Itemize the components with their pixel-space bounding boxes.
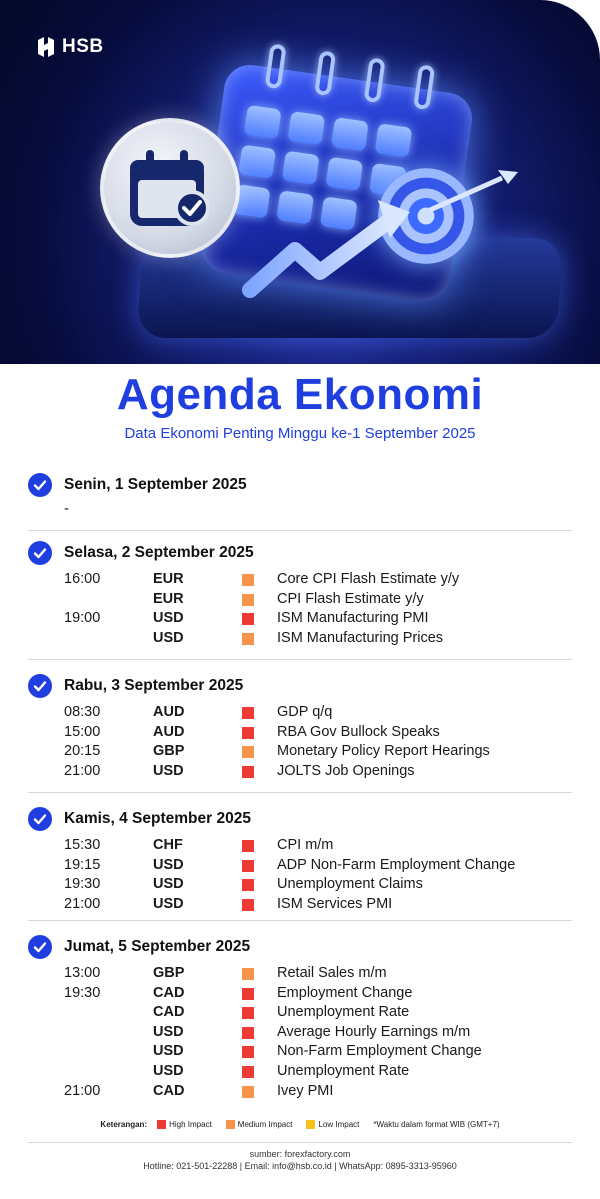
event-name: Employment Change [277,984,413,1001]
event-time: 13:00 [64,965,101,981]
event-row [28,1082,572,1102]
event-row [28,723,572,743]
legend [0,1120,600,1129]
event-time: 20:15 [64,743,101,760]
event-row [28,836,572,856]
calendar-check-icon [124,146,216,236]
day-header [28,472,572,498]
event-row [28,703,572,723]
legend-label: Keterangan: [100,1120,148,1129]
event-time: 19:00 [64,610,101,627]
event-row [28,1003,572,1023]
event-name: RBA Gov Bullock Speaks [277,723,440,740]
impact-indicator [242,574,254,586]
impact-indicator [242,1086,254,1098]
impact-indicator [242,613,254,625]
no-events-text: - [64,500,69,517]
event-time: 15:30 [64,837,101,853]
event-currency: GBP [153,743,185,760]
impact-indicator [242,840,254,852]
check-circle-icon [28,473,52,497]
day-header [28,673,572,699]
event-row [28,1062,572,1082]
event-currency: CAD [153,1004,185,1021]
event-list [28,836,572,914]
day-section [28,806,572,914]
event-name: Unemployment Claims [277,876,423,893]
event-name: GDP q/q [277,704,333,720]
day-divider [28,792,572,793]
event-name: CPI Flash Estimate y/y [277,590,424,607]
event-currency: AUD [153,723,185,740]
event-row [28,875,572,895]
day-divider [28,530,572,531]
impact-indicator [242,899,254,911]
day-title: Senin, 1 September 2025 [64,476,247,493]
day-divider [28,920,572,921]
event-name: JOLTS Job Openings [277,762,415,779]
event-currency: USD [153,1062,184,1079]
event-currency: USD [153,629,184,646]
event-name: ADP Non-Farm Employment Change [277,856,516,873]
event-currency: USD [153,762,184,779]
trend-arrow-icon [240,160,530,320]
event-time: 21:00 [64,895,101,912]
day-section [28,673,572,781]
legend-medium-label: Medium Impact [237,1120,293,1129]
event-currency: EUR [153,590,184,607]
impact-indicator [242,766,254,778]
hero-banner [0,0,600,364]
impact-indicator [242,988,254,1000]
event-time: 15:00 [64,723,101,740]
event-name: ISM Services PMI [277,895,393,912]
footer-source[interactable]: sumber: forexfactory.com [249,1149,351,1159]
event-name: Core CPI Flash Estimate y/y [277,571,460,587]
legend-medium [226,1120,293,1129]
event-name: ISM Manufacturing Prices [277,629,444,646]
day-divider [28,659,572,660]
brand-logo[interactable] [36,36,104,58]
event-currency: USD [153,895,184,912]
event-row [28,1023,572,1043]
event-name: ISM Manufacturing PMI [277,610,429,627]
event-name: Retail Sales m/m [277,965,387,981]
legend-high [157,1120,212,1129]
footer-contact[interactable]: Hotline: 021-501-22288 | Email: info@hsb.co.id | WhatsApp: 0895-3313-95960 [143,1161,457,1171]
check-circle-icon [28,541,52,565]
event-currency: CHF [153,837,183,853]
impact-indicator [242,594,254,606]
footer-divider [28,1142,572,1143]
page-subtitle: Data Ekonomi Penting Minggu ke-1 September 2025 [124,425,476,442]
event-row [28,856,572,876]
impact-indicator [242,860,254,872]
check-circle-icon [28,674,52,698]
day-section [28,934,572,1101]
event-name: Ivey PMI [277,1082,334,1099]
event-row [28,964,572,984]
impact-indicator [242,1027,254,1039]
day-section [28,472,572,517]
event-time: 21:00 [64,762,101,779]
impact-indicator [242,879,254,891]
impact-indicator [242,1046,254,1058]
event-currency: USD [153,1043,184,1060]
day-title: Rabu, 3 September 2025 [64,677,244,694]
impact-indicator [242,707,254,719]
day-header [28,540,572,566]
event-currency: USD [153,876,184,893]
impact-indicator [242,746,254,758]
event-name: Unemployment Rate [277,1004,410,1021]
event-row [28,895,572,915]
event-time: 16:00 [64,571,101,587]
hsb-logo-icon [36,36,56,58]
event-row [28,984,572,1004]
day-title: Selasa, 2 September 2025 [64,544,254,561]
event-row [28,570,572,590]
event-time: 19:15 [64,856,101,873]
event-row [28,762,572,782]
legend-low-label: Low Impact [318,1120,360,1129]
event-name: CPI m/m [277,837,334,853]
event-row [28,629,572,649]
event-currency: GBP [153,965,185,981]
check-circle-icon [28,935,52,959]
event-name: Unemployment Rate [277,1062,410,1079]
event-name: Average Hourly Earnings m/m [277,1023,471,1040]
event-currency: CAD [153,984,185,1001]
event-currency: CAD [153,1082,185,1099]
day-title: Jumat, 5 September 2025 [64,938,251,955]
event-time: 19:30 [64,876,101,893]
check-circle-icon [28,807,52,831]
day-section [28,540,572,648]
low-impact-swatch [306,1120,315,1129]
event-time: 19:30 [64,984,101,1001]
event-list [28,964,572,1101]
event-time: 21:00 [64,1082,101,1099]
event-list [28,570,572,648]
impact-indicator [242,968,254,980]
event-currency: USD [153,1023,184,1040]
event-currency: USD [153,610,184,627]
day-header [28,934,572,960]
medium-impact-swatch [226,1120,235,1129]
impact-indicator [242,633,254,645]
legend-low [306,1120,359,1129]
event-time: 08:30 [64,704,101,720]
event-name: Non-Farm Employment Change [277,1043,482,1060]
event-list [28,703,572,781]
event-currency: AUD [153,704,185,720]
event-currency: USD [153,856,184,873]
impact-indicator [242,1066,254,1078]
brand-name: HSB [62,36,104,57]
event-row [28,742,572,762]
page-title: Agenda Ekonomi [116,370,484,419]
day-header [28,806,572,832]
event-row [28,590,572,610]
high-impact-swatch [157,1120,166,1129]
impact-indicator [242,727,254,739]
event-name: Monetary Policy Report Hearings [277,743,490,760]
impact-indicator [242,1007,254,1019]
event-currency: EUR [153,571,184,587]
legend-timezone-note: *Waktu dalam format WIB (GMT+7) [373,1120,500,1129]
event-row [28,609,572,629]
day-title: Kamis, 4 September 2025 [64,810,251,827]
event-row [28,1042,572,1062]
legend-high-label: High Impact [169,1120,212,1129]
